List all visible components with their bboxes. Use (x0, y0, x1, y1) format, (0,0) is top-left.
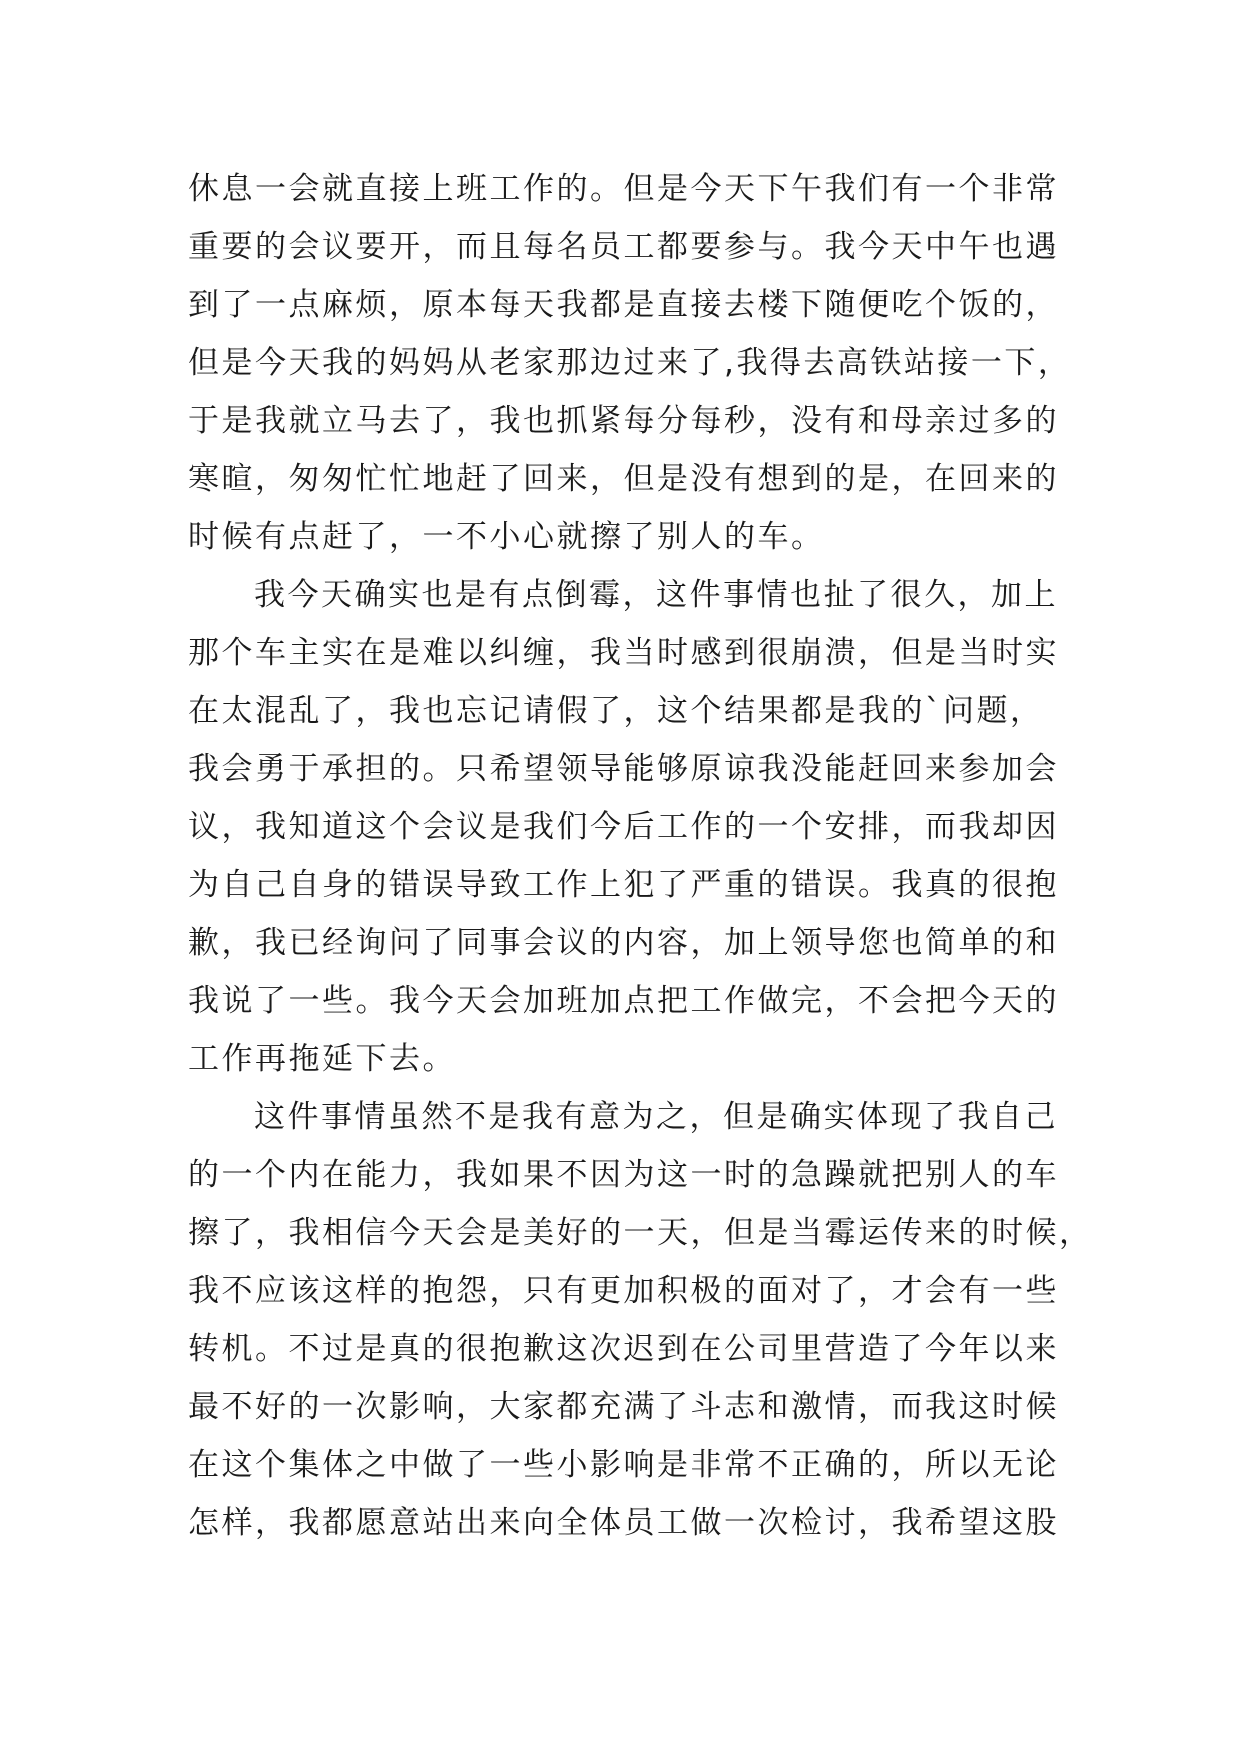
text-line: 擦了，我相信今天会是美好的一天，但是当霉运传来的时候， (188, 1215, 1093, 1251)
paragraph-first-line: 这件事情虽然不是我有意为之，但是确实体现了我自己 (254, 1099, 1058, 1135)
text-line: 休息一会就直接上班工作的。但是今天下午我们有一个非常 (188, 171, 1059, 207)
text-line: 我会勇于承担的。只希望领导能够原谅我没能赶回来参加会 (188, 751, 1059, 787)
text-line: 在太混乱了，我也忘记请假了，这个结果都是我的`问题， (188, 693, 1044, 729)
paragraph-first-line: 我今天确实也是有点倒霉，这件事情也扯了很久，加上 (254, 577, 1058, 613)
text-line: 最不好的一次影响，大家都充满了斗志和激情，而我这时候 (188, 1389, 1059, 1425)
text-line: 那个车主实在是难以纠缠，我当时感到很崩溃，但是当时实 (188, 635, 1059, 671)
text-line: 工作再拖延下去。 (188, 1041, 456, 1077)
text-line: 议，我知道这个会议是我们今后工作的一个安排，而我却因 (188, 809, 1059, 845)
text-line: 为自己自身的错误导致工作上犯了严重的错误。我真的很抱 (188, 867, 1059, 903)
document-body (188, 160, 1093, 1552)
text-line: 歉，我已经询问了同事会议的内容，加上领导您也简单的和 (188, 925, 1059, 961)
text-line: 重要的会议要开，而且每名员工都要参与。我今天中午也遇 (188, 229, 1059, 265)
text-line: 怎样，我都愿意站出来向全体员工做一次检讨，我希望这股 (188, 1505, 1059, 1541)
text-line: 我说了一些。我今天会加班加点把工作做完，不会把今天的 (188, 983, 1059, 1019)
text-line: 于是我就立马去了，我也抓紧每分每秒，没有和母亲过多的 (188, 403, 1059, 439)
text-line: 我不应该这样的抱怨，只有更加积极的面对了，才会有一些 (188, 1273, 1059, 1309)
text-line: 的一个内在能力，我如果不因为这一时的急躁就把别人的车 (188, 1157, 1059, 1193)
text-line: 转机。不过是真的很抱歉这次迟到在公司里营造了今年以来 (188, 1331, 1059, 1367)
text-line: 在这个集体之中做了一些小影响是非常不正确的，所以无论 (188, 1447, 1059, 1483)
text-line: 到了一点麻烦，原本每天我都是直接去楼下随便吃个饭的， (188, 287, 1059, 323)
text-line: 时候有点赶了，一不小心就擦了别人的车。 (188, 519, 825, 555)
text-line: 寒暄，匆匆忙忙地赶了回来，但是没有想到的是，在回来的 (188, 461, 1059, 497)
text-line: 但是今天我的妈妈从老家那边过来了,我得去高铁站接一下， (188, 345, 1072, 381)
